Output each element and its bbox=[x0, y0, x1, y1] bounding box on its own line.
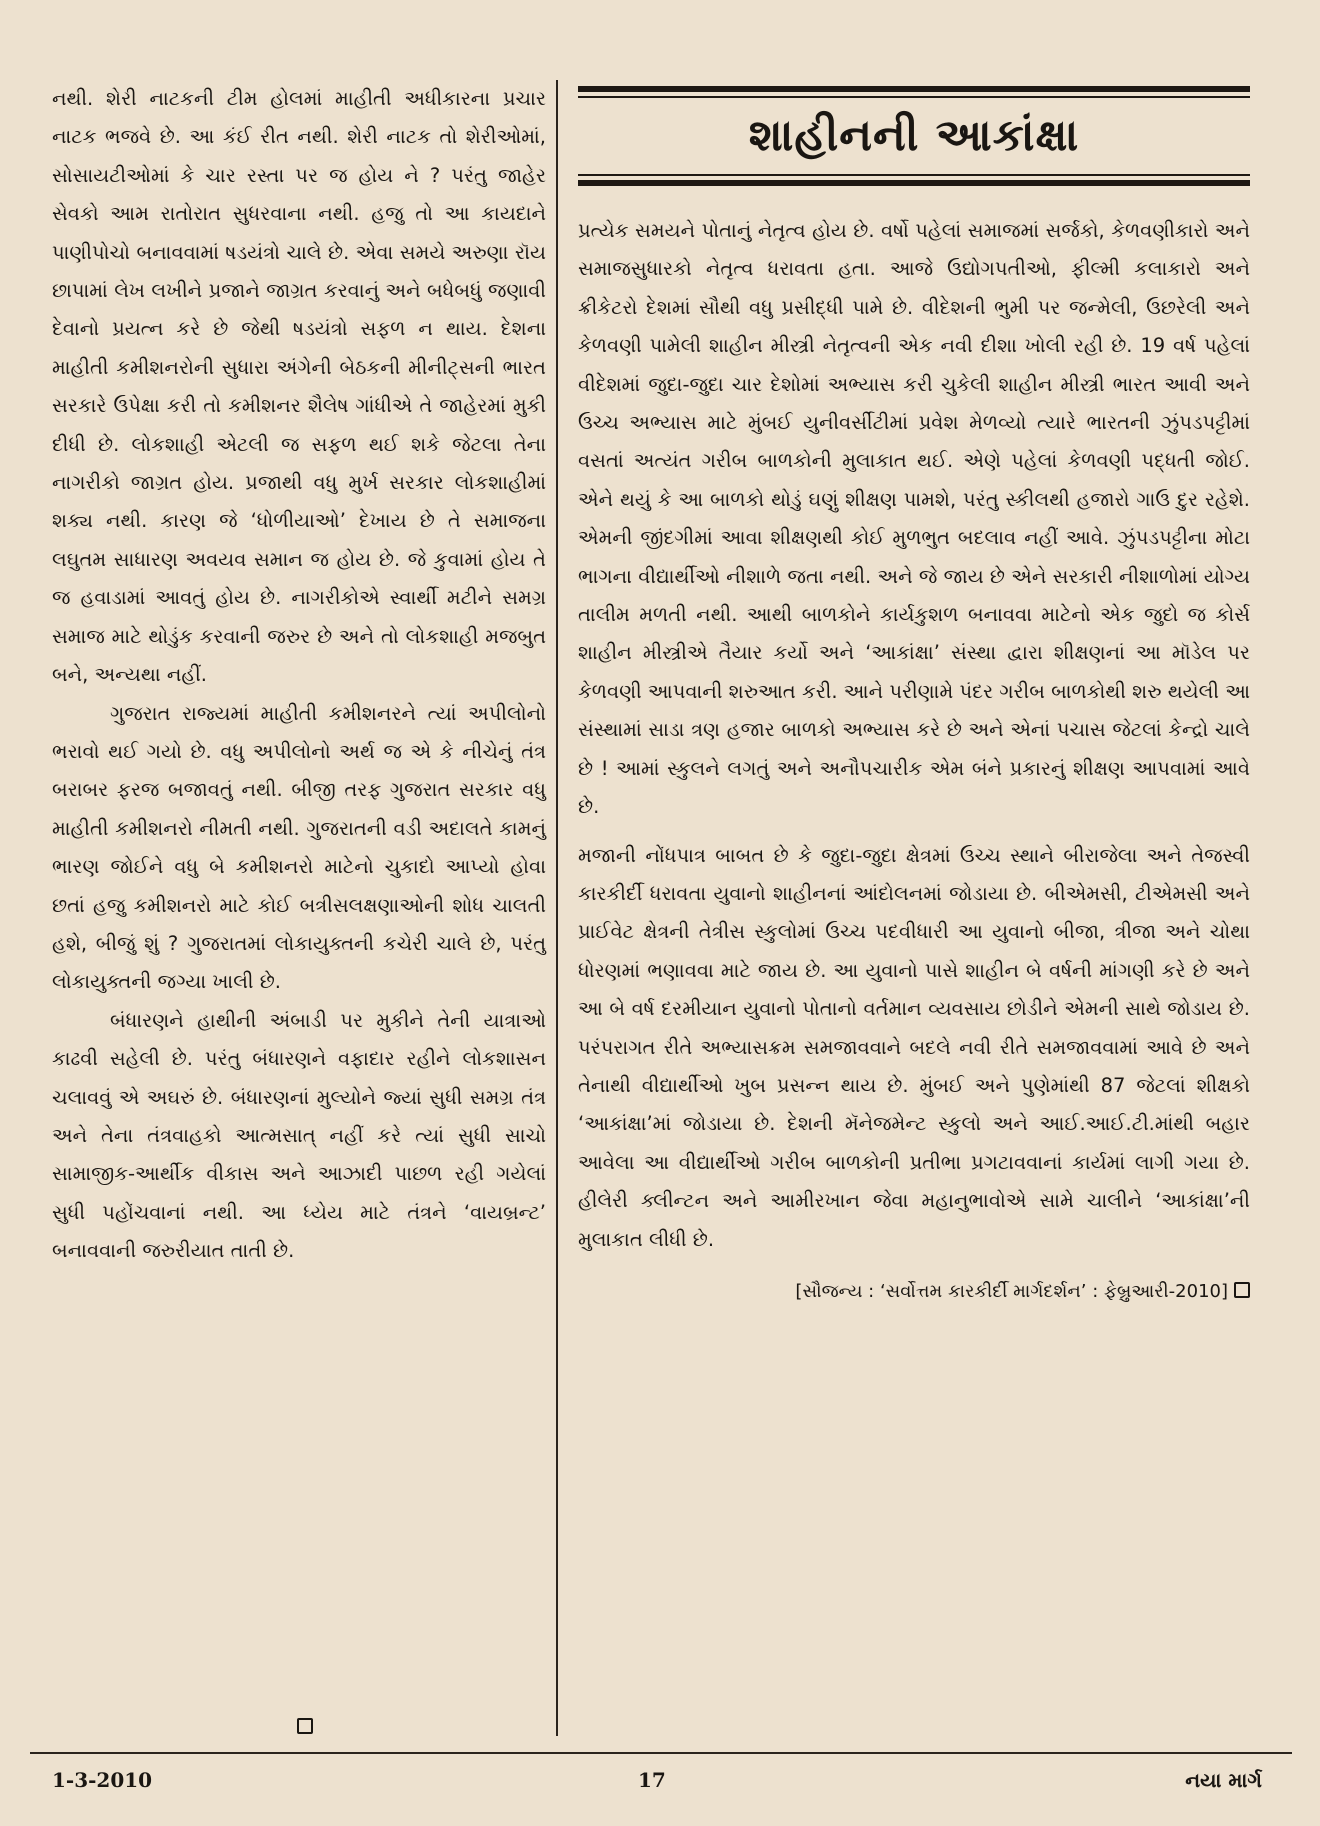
left-paragraph-1: નથી. શેરી નાટકની ટીમ હોલમાં માહીતી અધીકારના પ્રચાર નાટક ભજવે છે. આ કંઈ રીત નથી. શેરી નાટક તો શેરીઓમાં, સોસાયટીઓમાં કે ચાર રસ્તા પર જ હોય ને ? પરંતુ જાહેર સેવકો આમ રાતોરાત સુધરવાના નથી. હજુ તો આ કાયદાને પાણીપોચો બનાવવામાં ષડયંત્રો ચાલે છે. એવા સમયે અરુણા રૉય છાપામાં લેખ લખીને પ્રજાને જાગ્રત કરવાનું અને બધેબધું જણાવી દેવાનો પ્રયત્ન કરે છે જેથી ષડયંત્રો સફળ ન થાય. દેશના માહીતી કમીશનરોની સુધારા અંગેની બેઠકની મીનીટ્સની ભારત સરકારે ઉપેક્ષા કરી તો કમીશનર શૈલેષ ગાંધીએ તે જાહેરમાં મુકી દીધી છે. લોકશાહી એટલી જ સફળ થઈ શકે જેટલા તેના નાગરીકો જાગ્રત હોય. પ્રજાથી વધુ મુર્ખ સરકાર લોકશાહીમાં શક્ય નથી. કારણ જે ‘ધોળીયાઓ’ દેખાય છે તે સમાજના લઘુતમ સાધારણ અવયવ સમાન જ હોય છે. જે કુવામાં હોય તે જ હવાડામાં આવતું હોય છે. નાગરીકોએ સ્વાર્થી મટીને સમગ્ર સમાજ માટે થોડુંક કરવાની જરુર છે અને તો લોકશાહી મજબુત બને, અન્યથા નહીં. bbox=[52, 87, 546, 687]
title-rule-top-thick bbox=[578, 86, 1250, 92]
left-column bbox=[52, 80, 546, 1271]
article-title: શાહીનની આકાંક્ષા bbox=[748, 110, 1080, 161]
left-paragraph-2: ગુજરાત રાજ્યમાં માહીતી કમીશનરને ત્યાં અપીલોનો ભરાવો થઈ ગયો છે. વધુ અપીલોનો અર્થ જ એ કે નીચેનું તંત્ર બરાબર ફરજ બજાવતું નથી. બીજી તરફ ગુજરાત સરકાર વધુ માહીતી કમીશનરો નીમતી નથી. ગુજરાતની વડી અદાલતે કામનું ભારણ જોઈને વધુ બે કમીશનરો માટેનો ચુકાદો આપ્યો હોવા છતાં હજુ કમીશનરો માટે કોઈ બત્રીસલક્ષણાઓની શોધ ચાલતી હશે, બીજું શું ? ગુજરાતમાં લોકાયુક્તની કચેરી ચાલે છે, પરંતુ લોકાયુક્તની જગ્યા ખાલી છે. bbox=[52, 701, 546, 994]
issue-date: 1-3-2010 bbox=[52, 1768, 153, 1792]
magazine-name: નયા માર્ગ bbox=[1185, 1768, 1262, 1792]
left-paragraph-3: બંધારણને હાથીની અંબાડી પર મુકીને તેની યાત્રાઓ કાઢવી સહેલી છે. પરંતુ બંધારણને વફાદાર રહીને લોકશાસન ચલાવવું એ અઘરું છે. બંધારણનાં મુલ્યોને જ્યાં સુધી સમગ્ર તંત્ર અને તેના તંત્રવાહકો આત્મસાત્ નહીં કરે ત્યાં સુધી સાચો સામાજીક-આર્થીક વીકાસ અને આઝાદી પાછળ રહી ગયેલાં સુધી પહોંચવાનાં નથી. આ ધ્યેય માટે તંત્રને ‘વાયબ્રન્ટ’ બનાવવાની જરુરીયાત તાતી છે. bbox=[52, 1008, 546, 1263]
end-mark-icon bbox=[1234, 1282, 1250, 1298]
article-body bbox=[578, 212, 1250, 1311]
footer-rule bbox=[30, 1752, 1292, 1754]
end-mark-icon bbox=[297, 1718, 313, 1734]
article-source bbox=[578, 1273, 1250, 1311]
article-header bbox=[578, 86, 1250, 186]
column-divider bbox=[556, 80, 558, 1736]
article-paragraph-1: પ્રત્યેક સમયને પોતાનું નેતૃત્વ હોય છે. વર્ષો પહેલાં સમાજમાં સર્જકો, કેળવણીકારો અને સમાજસુધારકો નેતૃત્વ ધરાવતા હતા. આજે ઉદ્યોગપતીઓ, ફીલ્મી કલાકારો અને ક્રીકેટરો દેશમાં સૌથી વધુ પ્રસીદ્ધી પામે છે. વીદેશની ભુમી પર જન્મેલી, ઉછરેલી અને કેળવણી પામેલી શાહીન મીસ્ત્રી નેતૃત્વની એક નવી દીશા ખોલી રહી છે. 19 વર્ષ પહેલાં વીદેશમાં જુદા-જુદા ચાર દેશોમાં અભ્યાસ કરી ચુકેલી શાહીન મીસ્ત્રી ભારત આવી અને ઉચ્ચ અભ્યાસ માટે મુંબઈ યુનીવર્સીટીમાં પ્રવેશ મેળવ્યો ત્યારે ભારતની ઝુંપડપટ્ટીમાં વસતાં અત્યંત ગરીબ બાળકોની મુલાકાત થઈ. એણે પહેલાં કેળવણી પદ્ધતી જોઈ. એને થયું કે આ બાળકો થોડું ઘણું શીક્ષણ પામશે, પરંતુ સ્કીલથી હજારો ગાઉ દુર રહેશે. એમની જીંદગીમાં આવા શીક્ષણથી કોઈ મુળભુત બદલાવ નહીં આવે. ઝુંપડપટ્ટીના મોટા ભાગના વીદ્યાર્થીઓ નીશાળે જતા નથી. અને જે જાય છે એને સરકારી નીશાળોમાં યોગ્ય તાલીમ મળતી નથી. આથી બાળકોને કાર્યકુશળ બનાવવા માટેનો એક જુદો જ કોર્સ શાહીન મીસ્ત્રીએ તૈયાર કર્યો અને ‘આકાંક્ષા’ સંસ્થા દ્વારા શીક્ષણનાં આ મૉડેલ પર કેળવણી આપવાની શરુઆત કરી. આને પરીણામે પંદર ગરીબ બાળકોથી શરુ થયેલી આ સંસ્થામાં સાડા ત્રણ હજાર બાળકો અભ્યાસ કરે છે અને એનાં પચાસ જેટલાં કેન્દ્રો ચાલે છે ! આમાં સ્કુલને લગતું અને અનૌપચારીક એમ બંને પ્રકારનું શીક્ષણ આપવામાં આવે છે. bbox=[578, 219, 1250, 819]
title-rule-bottom-thin bbox=[578, 174, 1250, 176]
source-credit: [સૌજન્ય : ‘સર્વોત્તમ કારકીર્દી માર્ગદર્શન’ : ફેબ્રુઆરી-2010] bbox=[795, 1280, 1228, 1302]
article-paragraph-2: મજાની નોંધપાત્ર બાબત છે કે જુદા-જુદા ક્ષેત્રમાં ઉચ્ચ સ્થાને બીરાજેલા અને તેજસ્વી કારકીર્દી ધરાવતા યુવાનો શાહીનનાં આંદોલનમાં જોડાયા છે. બીએમસી, ટીએમસી અને પ્રાઈવેટ ક્ષેત્રની તેત્રીસ સ્કુલોમાં ઉચ્ચ પદવીધારી આ યુવાનો બીજા, ત્રીજા અને ચોથા ધોરણમાં ભણાવવા માટે જાય છે. આ યુવાનો પાસે શાહીન બે વર્ષની માંગણી કરે છે અને આ બે વર્ષ દરમીયાન યુવાનો પોતાનો વર્તમાન વ્યવસાય છોડીને એમની સાથે જોડાય છે. પરંપરાગત રીતે અભ્યાસક્રમ સમજાવવાને બદલે નવી રીતે સમજાવવામાં આવે છે અને તેનાથી વીદ્યાર્થીઓ ખુબ પ્રસન્ન થાય છે. મુંબઈ અને પુણેમાંથી 87 જેટલાં શીક્ષકો ‘આકાંક્ષા’માં જોડાયા છે. દેશની મૅનેજમેન્ટ સ્કુલો અને આઈ.આઈ.ટી.માંથી બહાર આવેલા આ વીદ્યાર્થીઓ ગરીબ બાળકોની પ્રતીભા પ્રગટાવવાનાં કાર્યમાં લાગી ગયા છે. હીલેરી ક્લીન્ટન અને આમીરખાન જેવા મહાનુભાવોએ સામે ચાલીને ‘આકાંક્ષા’ની મુલાકાત લીધી છે. bbox=[578, 843, 1250, 1251]
title-rule-bottom-thick bbox=[578, 180, 1250, 186]
page-number: 17 bbox=[638, 1768, 666, 1792]
